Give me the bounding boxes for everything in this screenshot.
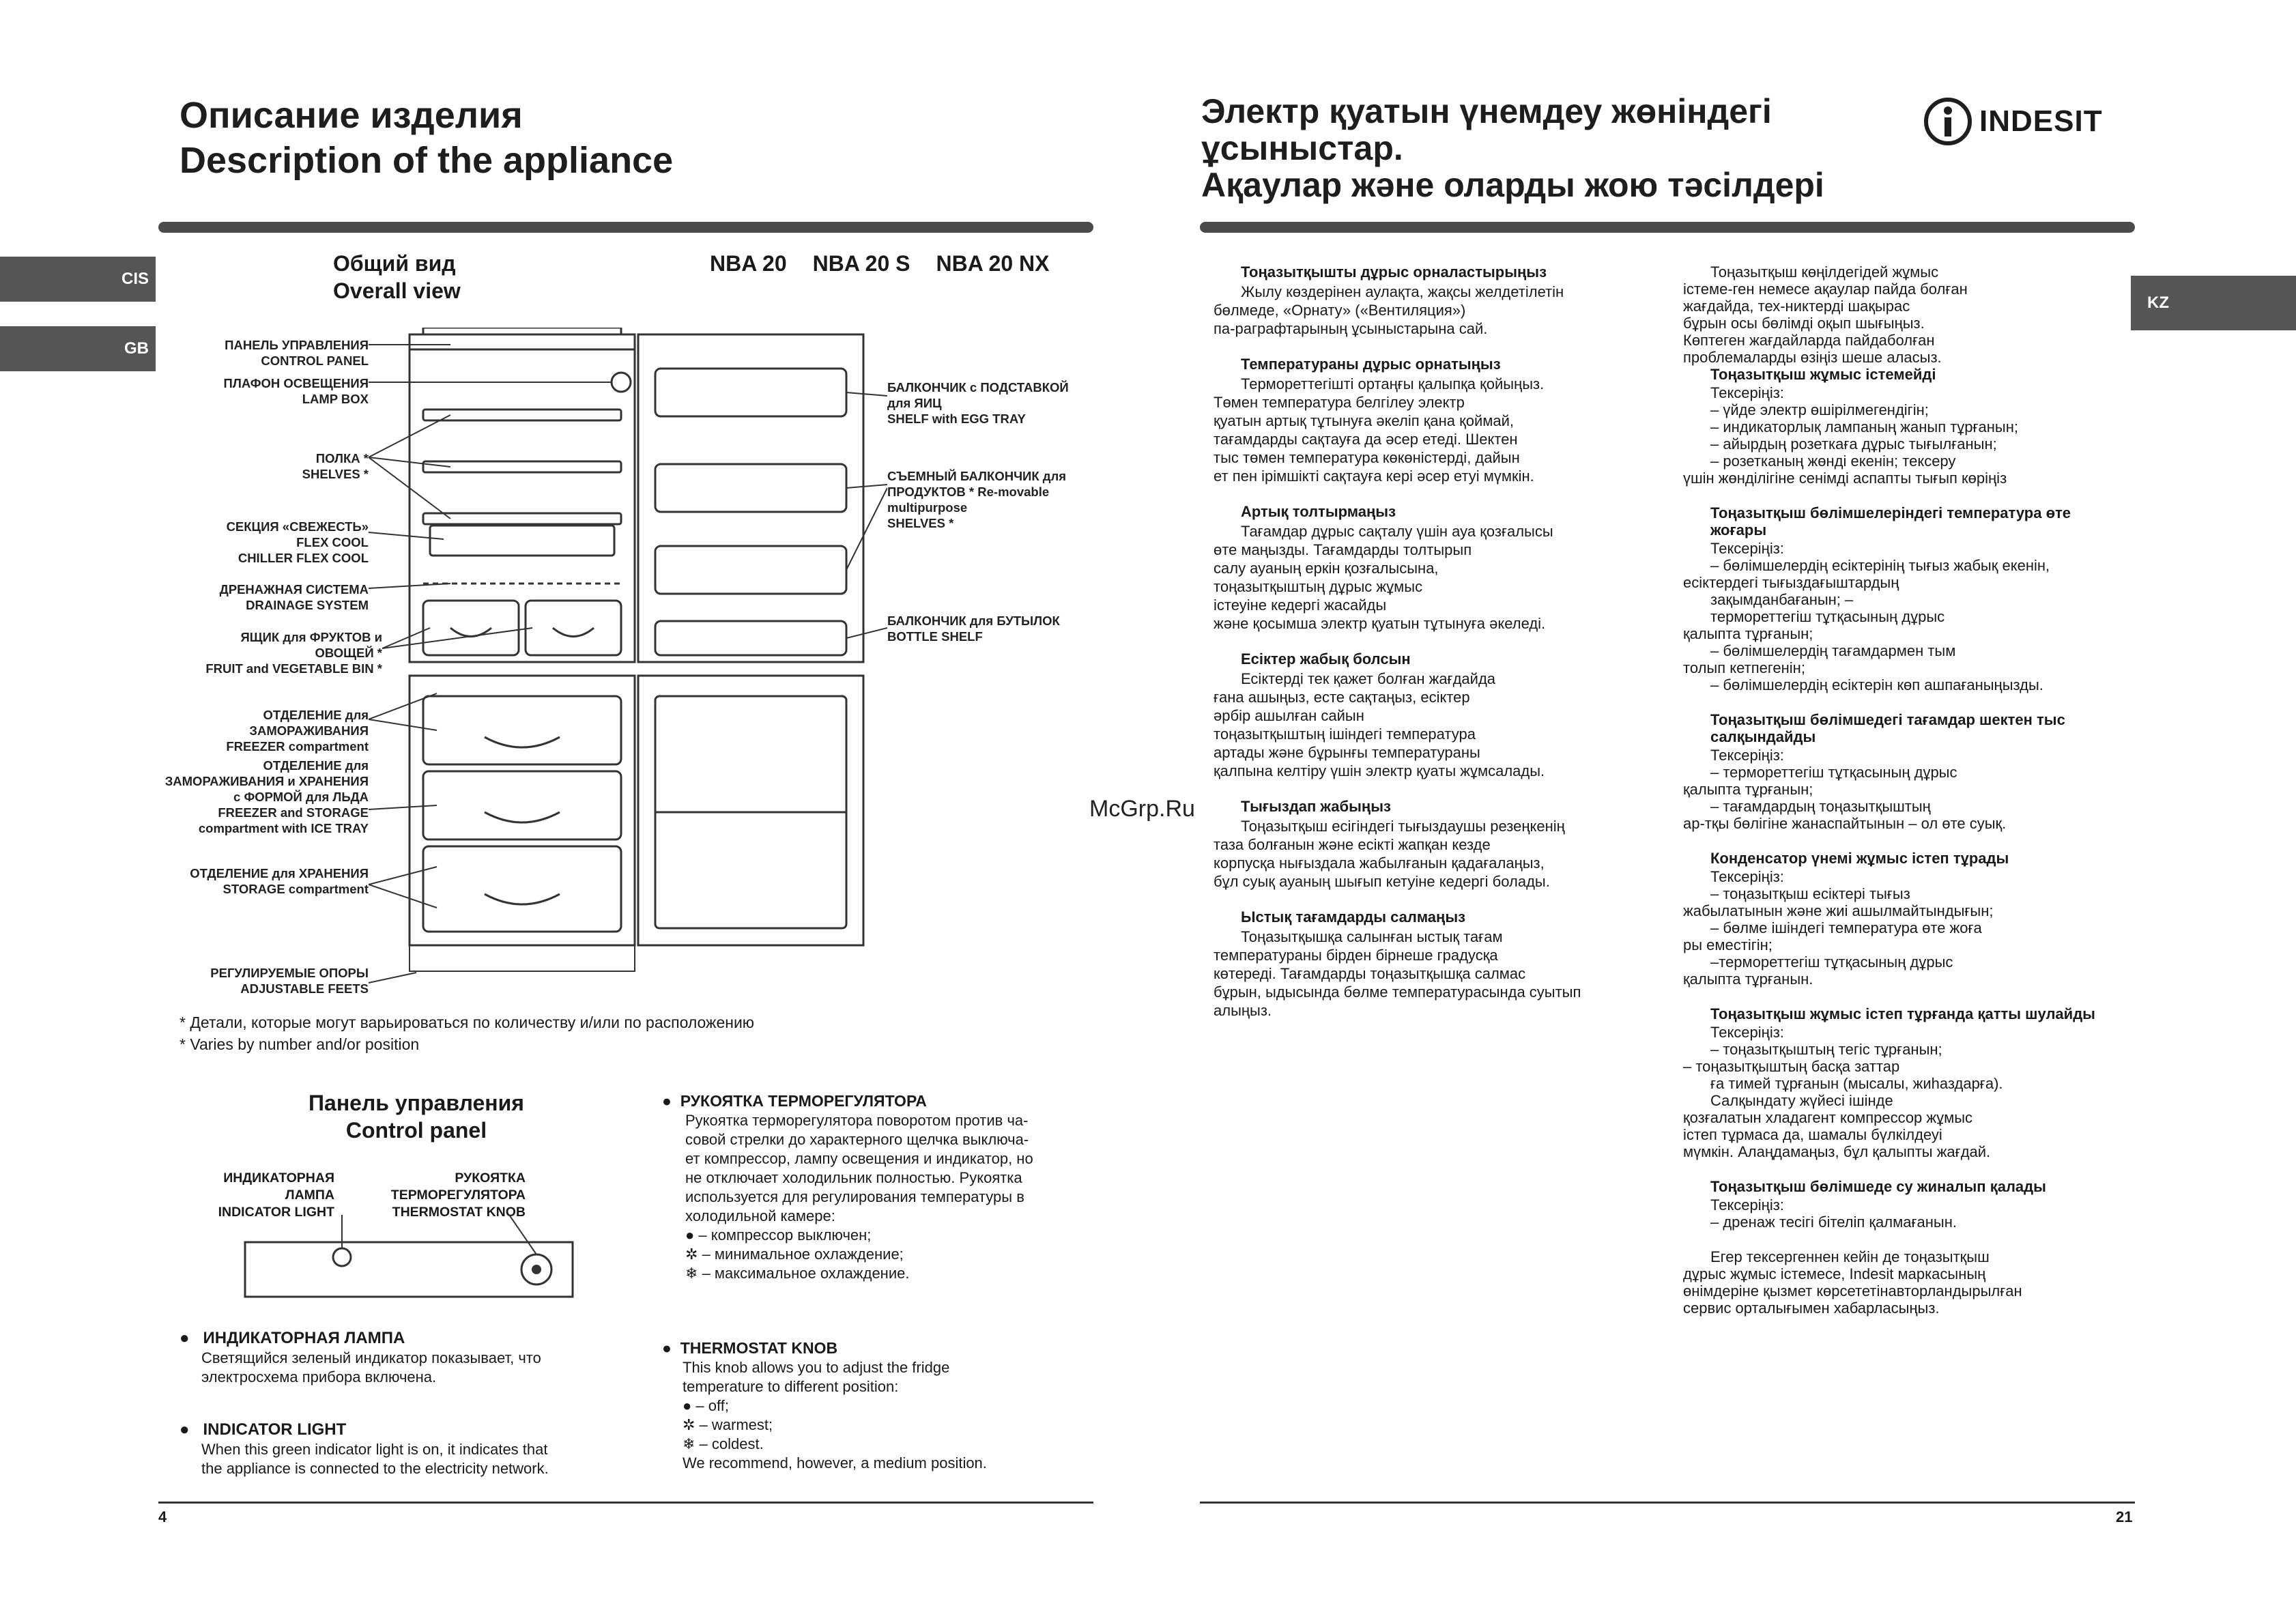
- kz-section: Есіктер жабық болсын Есіктерді тек қажет болған жағдайда ғана ашыңыз, есте сақтаңыз, есіктер әрбір ашылған сайын тоңазытқыштың ішіндегі температура артады және бұрынғы температураны қалпына келтіру үшін электр қуаты жұмсалады.: [1214, 650, 1545, 779]
- off-icon: ●: [685, 1226, 695, 1244]
- model-list: [710, 250, 1049, 277]
- overview-title-en: Overall view: [333, 278, 461, 303]
- kz-section: Температураны дұрыс орнатыңыз Термореттегішті ортаңғы қалыпқа қойыңыз. Төмен температура белгілеу электр қуатын артық тұтынуға әкеліп қана қоймай, тағамдарды сақтауға да әсер етеді. Шектен тыс төмен температура көкөністерді, дайын ет пен ірімшікті сақтауға кері әсер етуі мүмкін.: [1214, 356, 1545, 485]
- kz-section: Тоңазытқыш бөлімшелеріндегі температура өте жоғары Тексеріңіз: – бөлімшелердің есіктерінің тығыз жабық екенін, есіктердегі тығыздағыштардың зақымданбағанын; – термореттегіш тұтқасының дұрыс қалыпта тұрғанын; – бөлімшелердің тағамдармен тым толып кетпегенін; – бөлімшелердің есіктерін көп ашпағаныңызды.: [1683, 504, 2071, 693]
- indicator-callout-label: ИНДИКАТОРНАЯ ЛАМПА INDICATOR LIGHT: [218, 1170, 334, 1220]
- control-panel-diagram: [243, 1215, 577, 1304]
- control-panel-title-ru: Панель управления: [308, 1091, 524, 1115]
- footer-rule-left: [158, 1502, 1093, 1504]
- page-title-kz: Электр қуатын үнемдеу жөніндегі ұсыныстар. Ақаулар және оларды жою тәсілдері: [1201, 92, 1824, 204]
- tab-gb[interactable]: [0, 326, 156, 371]
- kz-intro: Тоңазытқыш көңілдегідей жұмыс істеме-ген немесе ақаулар пайда болған жағдайда, тех-никтерді шақырас бұрын осы бөлімді оқып шығыңыз. Көптеген жағдайларда пайдаболған проблемаларды өзіңіз шеше аласыз.: [1683, 263, 1968, 366]
- label-fruit-bin: ЯЩИК для ФРУКТОВ и ОВОЩЕЙ * FRUIT and VEGETABLE BIN *: [205, 630, 382, 676]
- bullet-icon: ●: [180, 1420, 190, 1439]
- tab-kz[interactable]: [2131, 276, 2296, 330]
- label-freezer-storage: ОТДЕЛЕНИЕ для ЗАМОРАЖИВАНИЯ и ХРАНЕНИЯ с ФОРМОЙ для ЛЬДА FREEZER and STORAGE compartment with ICE TRAY: [164, 758, 369, 835]
- fridge-compartment-frame: [410, 334, 635, 662]
- fridge-door-frame: [638, 334, 863, 662]
- coldest-icon: ❄: [685, 1265, 698, 1282]
- watermark: McGrp.Ru: [1089, 796, 1195, 822]
- kz-section: Конденсатор үнемі жұмыс істеп тұрады Тексеріңіз: – тоңазытқыш есіктері тығыз жабылатынын және жиі ашылмайтындығын; – бөлме ішіндегі температура өте жоға ры еместігін; –термореттегіш тұтқасының дұрыс қалыпта тұрғанын.: [1683, 850, 2009, 988]
- tab-gb-label: GB: [124, 339, 149, 358]
- fridge-diagram: [369, 328, 887, 990]
- thermostat-en-block: ● THERMOSTAT KNOB This knob allows you to adjust the fridge temperature to different position: ● – off; ✲ – warmest; ❄ – coldest. We recommend, however, a medium position.: [662, 1339, 987, 1471]
- label-flex-cool: СЕКЦИЯ «СВЕЖЕСТЬ» FLEX COOL CHILLER FLEX COOL: [226, 519, 369, 565]
- brand-logo: [1923, 97, 2103, 146]
- freezer-door-frame: [638, 676, 863, 945]
- page-title-en: Description of the appliance: [180, 140, 674, 181]
- kz-section: Артық толтырмаңыз Тағамдар дұрыс сақталу үшін ауа қозғалысы өте маңызды. Тағамдарды толтырып салу ауаның еркін қозғалысына, тоңазытқыштың дұрыс жұмыс істеуіне кедергі жасайды және қосымша электр қуатын тұтынуға әкеледі.: [1214, 503, 1553, 632]
- label-shelves: ПОЛКА * SHELVES *: [302, 451, 369, 481]
- label-control-panel: ПАНЕЛЬ УПРАВЛЕНИЯ CONTROL PANEL: [225, 338, 369, 368]
- off-icon: ●: [683, 1397, 692, 1414]
- warmest-icon: ✲: [685, 1246, 698, 1263]
- tab-cis-label: CIS: [121, 270, 149, 288]
- kz-section: Тоңазытқыш жұмыс істеп тұрғанда қатты шулайды Тексеріңіз: – тоңазытқыштың тегіс тұрғанын; – тоңазытқыштың басқа заттар ға тимей тұрғанын (мысалы, жиһаздарға). Салқындату жүйесі ішінде қозғалатын хладагент компрессор жұмыс істеп тұрмаса да, шамалы бүлкілдеуі мүмкін. Алаңдамаңыз, бұл қалыпты жағдай.: [1683, 1005, 2095, 1160]
- label-removable-shelves: СЪЕМНЫЙ БАЛКОНЧИК для ПРОДУКТОВ * Re-movable multipurpose SHELVES *: [887, 469, 1067, 530]
- brand-name: INDESIT: [1979, 104, 2103, 138]
- overview-title: [333, 250, 461, 304]
- kz-section: Тоңазытқышты дұрыс орналастырыңыз Жылу көздерінен аулақта, жақсы желдетілетін бөлмеде, «Орнату» («Вентиляция») па-раграфтарының ұсыныстарына сай.: [1214, 263, 1564, 337]
- page-number-right: 21: [2116, 1508, 2133, 1525]
- label-storage: ОТДЕЛЕНИЕ для ХРАНЕНИЯ STORAGE compartment: [190, 866, 369, 896]
- label-freezer: ОТДЕЛЕНИЕ для ЗАМОРАЖИВАНИЯ FREEZER compartment: [226, 708, 369, 753]
- label-lamp-box: ПЛАФОН ОСВЕЩЕНИЯ LAMP BOX: [223, 376, 369, 406]
- control-panel-title-en: Control panel: [345, 1118, 487, 1143]
- coldest-icon: ❄: [683, 1435, 695, 1452]
- bullet-icon: ●: [662, 1339, 672, 1357]
- indicator-lamp-icon: [333, 1248, 351, 1266]
- tab-kz-label: KZ: [2147, 293, 2169, 312]
- page-title-ru: Описание изделия: [180, 95, 523, 136]
- footer-rule-right: [1200, 1502, 2135, 1504]
- kz-section: Тығыздап жабыңыз Тоңазытқыш есігіндегі тығыздаушы резеңкенің таза болғанын және есікті жапқан кезде корпусқа нығыздала жабылғанын қадағалаңыз, бұл суық ауаның шығып кетуіне кедергі болады.: [1214, 798, 1565, 890]
- indesit-logo-icon: [1923, 97, 1972, 146]
- model-name: NBA 20 S: [812, 251, 910, 276]
- label-bottle-shelf: БАЛКОНЧИК для БУТЫЛОК BOTTLE SHELF: [887, 614, 1060, 644]
- label-drainage: ДРЕНАЖНАЯ СИСТЕМА DRAINAGE SYSTEM: [219, 582, 369, 612]
- page-number-left: 4: [158, 1508, 167, 1525]
- kz-section: Тоңазытқыш бөлімшедегі тағамдар шектен тыс салқындайды Тексеріңіз: – термореттегіш тұтқасының дұрыс қалыпта тұрғанын; – тағамдардың тоңазытқыштың ар-тқы бөлігіне жанаспайтынын – ол өте суық.: [1683, 711, 2065, 832]
- thermostat-ru-block: ● РУКОЯТКА ТЕРМОРЕГУЛЯТОРА Рукоятка терморегулятора поворотом против ча- совой стрелки до характерного щелчка выключа- ет компрессор, лампу освещения и индикатор, но не отключает холодильник полностью. Рукоятка используется для регулирования температуры в холодильной камере: ● – компрессор выключен; ✲ – минимальное охлаждение; ❄ – максимальное охлаждение.: [662, 1092, 1033, 1282]
- label-feet: РЕГУЛИРУЕМЫЕ ОПОРЫ ADJUSTABLE FEETS: [210, 966, 369, 996]
- kz-column-2: [1683, 263, 2101, 1334]
- control-panel-title: [239, 1089, 594, 1144]
- warmest-icon: ✲: [683, 1416, 695, 1433]
- model-name: NBA 20: [710, 251, 787, 276]
- footnote-ru: * Детали, которые могут варьироваться по количеству и/или по расположению: [180, 1014, 755, 1031]
- bullet-icon: ●: [180, 1329, 190, 1347]
- kz-outro: Егер тексергеннен кейін де тоңазытқыш дұрыс жұмыс істемесе, Indesit маркасының өнімдеріне қызмет көрсететінавторландырылған сервис орталығымен хабарласыңыз.: [1683, 1248, 2022, 1317]
- kz-section: Тоңазытқыш бөлімшеде су жиналып қалады Тексеріңіз: – дренаж тесігі бітеліп қалмағанын.: [1710, 1178, 2046, 1231]
- header-rule-left: [158, 222, 1093, 233]
- overview-title-ru: Общий вид: [333, 251, 456, 276]
- footnote-en: * Varies by number and/or position: [180, 1035, 420, 1053]
- indicator-en-block: ● INDICATOR LIGHT When this green indicator light is on, it indicates that the appliance is connected to the electricity network.: [180, 1420, 549, 1477]
- knob-callout-label: РУКОЯТКА ТЕРМОРЕГУЛЯТОРА THERMOSTAT KNOB: [390, 1170, 526, 1220]
- header-rule-right: [1200, 222, 2135, 233]
- bullet-icon: ●: [662, 1092, 672, 1110]
- kz-section: Ыстық тағамдарды салмаңыз Тоңазытқышқа салынған ыстық тағам температураны бірден бірнеше градусқа көтереді. Тағамдарды тоңазытқышқа салмас бұрын, ыдысында бөлме температурасында суытып алыңыз.: [1214, 908, 1581, 1019]
- model-name: NBA 20 NX: [936, 251, 1050, 276]
- label-egg-shelf: БАЛКОНЧИК с ПОДСТАВКОЙ для ЯИЦ SHELF with EGG TRAY: [887, 380, 1069, 426]
- tab-cis[interactable]: [0, 257, 156, 302]
- kz-section: Тоңазытқыш жұмыс істемейді Тексеріңіз: – үйде электр өшірілмегендігін; – индикаторлық лампаның жанып тұрғанын; – айырдың розеткаға дұрыс тығылғанын; – розетканың жөнді екенін; тексеру үшін жөнділігіне сенімді аспапты тығып көріңіз: [1683, 366, 2019, 487]
- indicator-ru-block: ● ИНДИКАТОРНАЯ ЛАМПА Светящийся зеленый индикатор показывает, что электросхема прибора включена.: [180, 1329, 541, 1385]
- kz-column-1: [1214, 263, 1630, 1037]
